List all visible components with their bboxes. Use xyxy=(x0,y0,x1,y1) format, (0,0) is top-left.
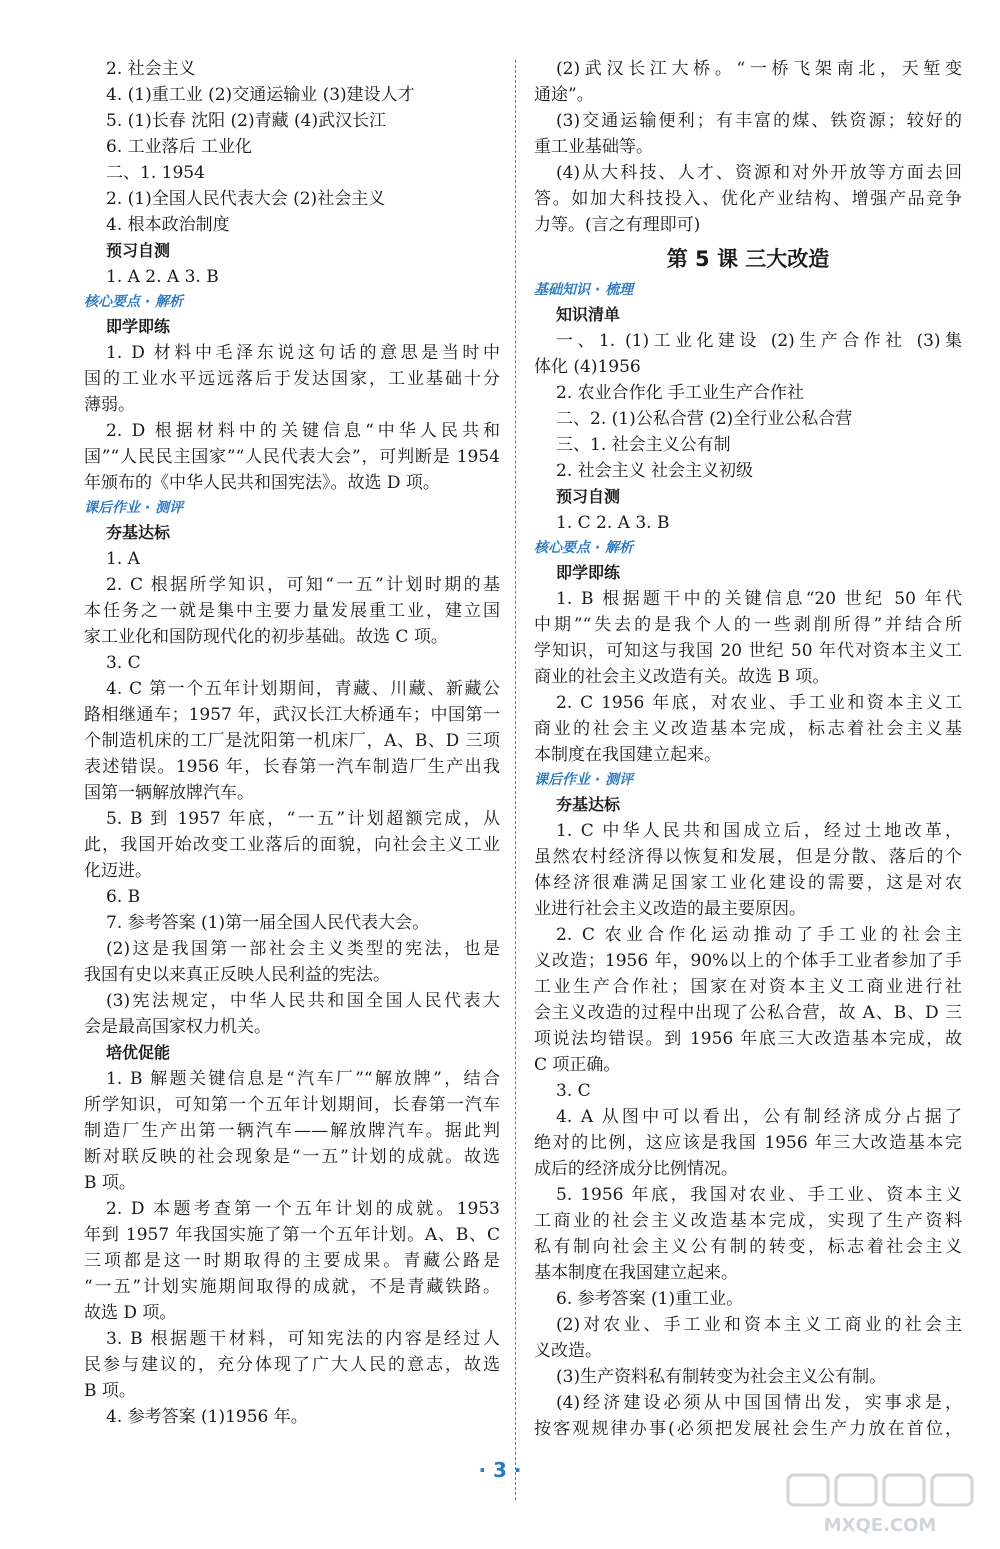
text-line: 三、1. 社会主义公有制 xyxy=(556,435,731,455)
text-line: C 项正确。 xyxy=(534,1055,621,1075)
text-line: 2. (1)全国人民代表大会 (2)社会主义 xyxy=(106,189,386,209)
section-header: 基础知识 · 梳理 xyxy=(534,282,634,298)
subsection-heading: 预习自测 xyxy=(106,241,171,260)
text-line: 化迈进。 xyxy=(84,861,152,881)
text-line: 路相继通车；1957 年，武汉长江大桥通车；中国第一 xyxy=(84,705,500,725)
subsection-heading: 夯基达标 xyxy=(106,523,171,542)
text-line: 义改造。 xyxy=(534,1341,602,1361)
text-line: 6. 工业落后 工业化 xyxy=(106,137,253,157)
text-line: 力等。(言之有理即可) xyxy=(534,215,701,235)
text-line: 4. 根本政治制度 xyxy=(106,215,230,235)
text-line: 2. C 农业合作化运动推动了手工业的社会主 xyxy=(556,925,962,945)
text-line: 民参与建议的，充分体现了广大人民的意志，故选 xyxy=(84,1355,500,1375)
text-line: 本制度在我国建立起来。 xyxy=(534,745,721,765)
text-line: 2. 社会主义 社会主义初级 xyxy=(556,461,754,481)
text-line: 商业的社会主义改造基本完成，标志着社会主义基 xyxy=(534,719,962,739)
text-line: 国的工业水平远远落后于发达国家，工业基础十分 xyxy=(84,369,500,389)
text-line: (2)这是我国第一部社会主义类型的宪法，也是 xyxy=(106,939,500,959)
section-header: 课后作业 · 测评 xyxy=(84,500,184,516)
text-line: 此，我国开始改变工业落后的面貌，向社会主义工业 xyxy=(84,835,500,855)
page-number: · 3 · xyxy=(478,1458,522,1482)
text-line: 所学知识，可知第一个五年计划期间，长春第一汽车 xyxy=(84,1095,500,1115)
text-line: 7. 参考答案 (1)第一届全国人民代表大会。 xyxy=(106,913,430,933)
text-line: 二、2. (1)公私合营 (2)全行业公私合营 xyxy=(556,409,853,429)
subsection-heading: 知识清单 xyxy=(556,305,621,324)
subsection-heading: 即学即练 xyxy=(106,317,171,336)
text-line: 5. B 到 1957 年底，“一五”计划超额完成，从 xyxy=(106,809,500,829)
text-line: 5. (1)长春 沈阳 (2)青藏 (4)武汉长江 xyxy=(106,111,387,131)
text-line: 2. 社会主义 xyxy=(106,59,196,79)
text-line: 体经济很难满足国家工业化建设的需要，这是对农 xyxy=(534,873,962,893)
text-line: 国”“人民民主国家”“人民代表大会”，可判断是 1954 xyxy=(84,447,500,467)
watermark-text: MXQE.COM xyxy=(823,1515,937,1536)
text-line: 5. 1956 年底，我国对农业、手工业、资本主义 xyxy=(556,1185,962,1205)
text-line: (2)对农业、手工业和资本主义工商业的社会主 xyxy=(556,1315,962,1335)
text-line: 私有制向社会主义公有制的转变，标志着社会主义 xyxy=(534,1237,962,1257)
text-line: 6. 参考答案 (1)重工业。 xyxy=(556,1289,744,1309)
right-column xyxy=(534,56,962,1442)
section-header: 核心要点 · 解析 xyxy=(84,294,184,310)
text-line: 工商业的社会主义改造基本完成，实现了生产资料 xyxy=(534,1211,962,1231)
text-line: 本任务之一就是集中主要力量发展重工业，建立国 xyxy=(84,601,500,621)
text-line: 4. 参考答案 (1)1956 年。 xyxy=(106,1407,308,1427)
text-line: 2. C 根据所学知识，可知“一五”计划时期的基 xyxy=(106,575,500,595)
text-line: 商业的社会主义改造有关。故选 B 项。 xyxy=(534,667,830,687)
left-column xyxy=(84,56,500,1430)
text-line: 工业生产合作社；国家在对资本主义工商业进行社 xyxy=(534,977,962,997)
text-line: 3. C xyxy=(556,1081,591,1101)
text-line: 学知识，可知这与我国 20 世纪 50 年代对资本主义工 xyxy=(534,641,962,661)
text-line: 我国有史以来真正反映人民利益的宪法。 xyxy=(84,965,390,985)
text-line: 年到 1957 年我国实施了第一个五年计划。A、B、C xyxy=(84,1225,500,1245)
text-line: 1. B 解题关键信息是“汽车厂”“解放牌”，结合 xyxy=(106,1069,500,1089)
text-line: (4)经济建设必须从中国国情出发，实事求是， xyxy=(556,1393,962,1413)
text-line: 一、1. (1)工业化建设 (2)生产合作社 (3)集 xyxy=(556,331,962,351)
text-line: B 项。 xyxy=(84,1173,136,1193)
text-line: 1. A 2. A 3. B xyxy=(106,267,219,287)
text-line: 年颁布的《中华人民共和国宪法》。故选 D 项。 xyxy=(84,473,440,493)
text-line: 1. D 材料中毛泽东说这句话的意思是当时中 xyxy=(106,343,500,363)
text-line: 成后的经济成分比例情况。 xyxy=(534,1159,738,1179)
text-line: 制造厂生产出第一辆汽车——解放牌汽车。据此判 xyxy=(84,1121,500,1141)
text-line: 2. D 本题考查第一个五年计划的成就。1953 xyxy=(106,1199,500,1219)
text-line: 家工业化和国防现代化的初步基础。故选 C 项。 xyxy=(84,627,448,647)
text-line: 3. C xyxy=(106,653,141,673)
subsection-heading: 培优促能 xyxy=(106,1043,171,1062)
text-line: B 项。 xyxy=(84,1381,136,1401)
text-line: 1. A xyxy=(106,549,140,569)
text-line: 1. B 根据题干中的关键信息“20 世纪 50 年代 xyxy=(556,589,962,609)
text-line: 基本制度在我国建立起来。 xyxy=(534,1263,738,1283)
text-line: (2)武汉长江大桥。“一桥飞架南北，天堑变 xyxy=(556,59,962,79)
text-line: (3)交通运输便利；有丰富的煤、铁资源；较好的 xyxy=(556,111,962,131)
text-line: 重工业基础等。 xyxy=(534,137,653,157)
text-line: 虽然农村经济得以恢复和发展，但是分散、落后的个 xyxy=(534,847,962,867)
lesson-title: 第 5 课 三大改造 xyxy=(666,247,830,271)
text-line: 中期”“失去的是我个人的一些剥削所得”并结合所 xyxy=(534,615,962,635)
text-line: 2. D 根据材料中的关键信息“中华人民共和 xyxy=(106,421,500,441)
text-line: 二、1. 1954 xyxy=(106,163,205,183)
text-line: 绝对的比例，这应该是我国 1956 年三大改造基本完 xyxy=(534,1133,962,1153)
text-line: 义改造；1956 年，90%以上的个体手工业者参加了手 xyxy=(534,951,962,971)
text-line: 三项都是这一时期取得的主要成果。青藏公路是 xyxy=(84,1251,500,1271)
text-line: 体化 (4)1956 xyxy=(534,357,641,377)
text-line: 个制造机床的工厂是沈阳第一机床厂，A、B、D 三项 xyxy=(84,731,500,751)
text-line: 表述错误。1956 年，长春第一汽车制造厂生产出我 xyxy=(84,757,500,777)
text-line: 3. B 根据题干材料，可知宪法的内容是经过人 xyxy=(106,1329,500,1349)
text-line: (3)宪法规定，中华人民共和国全国人民代表大 xyxy=(106,991,500,1011)
text-line: 1. C 中华人民共和国成立后，经过土地改革， xyxy=(556,821,962,841)
text-line: 4. C 第一个五年计划期间，青藏、川藏、新藏公 xyxy=(106,679,500,699)
text-line: 国第一辆解放牌汽车。 xyxy=(84,783,254,803)
text-line: 项说法均错误。到 1956 年底三大改造基本完成，故 xyxy=(534,1029,962,1049)
text-line: (3)生产资料私有制转变为社会主义公有制。 xyxy=(556,1367,887,1387)
text-line: 2. 农业合作化 手工业生产合作社 xyxy=(556,383,805,403)
text-line: 4. A 从图中可以看出，公有制经济成分占据了 xyxy=(556,1107,962,1127)
column-divider xyxy=(515,60,516,1500)
text-line: 4. (1)重工业 (2)交通运输业 (3)建设人才 xyxy=(106,85,415,105)
text-line: 故选 D 项。 xyxy=(84,1303,177,1323)
section-header: 课后作业 · 测评 xyxy=(534,772,634,788)
text-line: 薄弱。 xyxy=(84,395,135,415)
subsection-heading: 夯基达标 xyxy=(556,795,621,814)
text-line: 按客观规律办事(必须把发展社会生产力放在首位， xyxy=(534,1419,962,1439)
text-line: “一五”计划实施期间取得的成就，不是青藏铁路。 xyxy=(84,1277,500,1297)
subsection-heading: 即学即练 xyxy=(556,563,621,582)
section-header: 核心要点 · 解析 xyxy=(534,540,634,556)
text-line: 答。如加大科技投入、优化产业结构、增强产品竞争 xyxy=(534,189,962,209)
text-line: 会是最高国家权力机关。 xyxy=(84,1017,271,1037)
text-line: 6. B xyxy=(106,887,141,907)
text-line: 1. C 2. A 3. B xyxy=(556,513,670,533)
watermark-logo xyxy=(780,1469,980,1539)
text-line: 断对联反映的社会现象是“一五”计划的成就。故选 xyxy=(84,1147,500,1167)
text-line: (4)从大科技、人才、资源和对外开放等方面去回 xyxy=(556,163,962,183)
text-line: 业进行社会主义改造的最主要原因。 xyxy=(534,899,806,919)
text-line: 通途”。 xyxy=(534,85,594,105)
subsection-heading: 预习自测 xyxy=(556,487,621,506)
text-line: 会主义改造的过程中出现了公私合营，故 A、B、D 三 xyxy=(534,1003,962,1023)
text-line: 2. C 1956 年底，对农业、手工业和资本主义工 xyxy=(556,693,962,713)
